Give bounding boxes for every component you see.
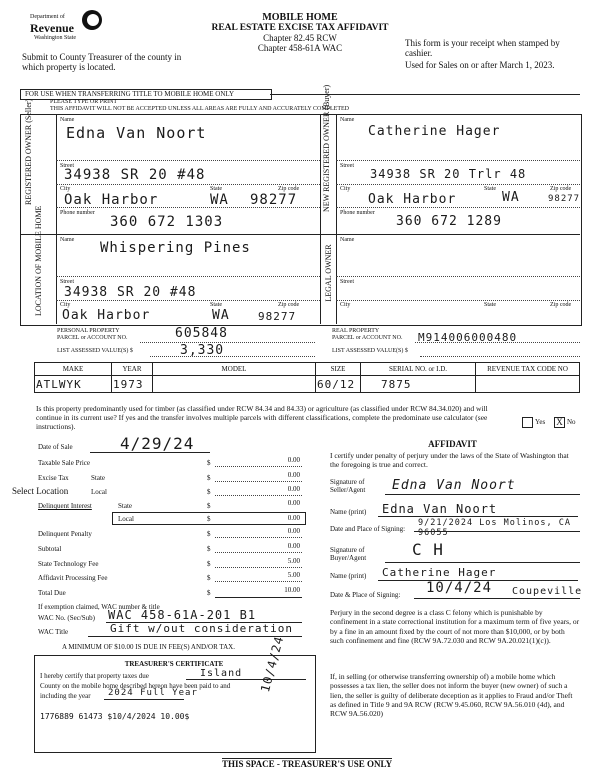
cell-revenue-code[interactable] [476, 376, 580, 393]
excise-state-dollar: $ [207, 474, 211, 482]
legal-name-label: Name [340, 237, 355, 243]
grid-divider [320, 114, 321, 324]
buyer-date-place-label: Date & Place of Signing: [330, 591, 401, 599]
treasurer-county[interactable]: Island [200, 668, 243, 679]
total-line [215, 597, 302, 598]
date-of-sale-label: Date of Sale [38, 443, 73, 451]
cell-make[interactable]: ATLWYK [35, 376, 112, 393]
header-size: SIZE [316, 363, 361, 376]
real-assessed-label: LIST ASSESSED VALUE(S) $ [332, 348, 408, 354]
treasurer-date: 10/4/24 [258, 634, 287, 694]
delinquent-state-label: State [118, 502, 132, 510]
header-serial: SERIAL NO. or I.D. [361, 363, 476, 376]
legal-city-label: City [340, 302, 351, 308]
buyer-name-print-label: Name (print) [330, 572, 367, 580]
seller-city-line [56, 207, 320, 208]
taxable-sale-price[interactable]: 0.00 [287, 456, 300, 464]
buyer-name[interactable]: Catherine Hager [368, 124, 501, 139]
buyer-signature-label: Signature of Buyer/Agent [330, 546, 367, 562]
new-owner-buyer-label: NEW REGISTERED OWNER (Buyer) [322, 84, 331, 212]
mobile-home-table-row [35, 376, 580, 393]
legal-owner-label: LEGAL OWNER [324, 244, 333, 302]
grid-mid-rule [20, 234, 580, 235]
real-parcel[interactable]: M914006000480 [418, 331, 518, 344]
please-print: PLEASE TYPE OR PRINT [50, 99, 118, 105]
real-parcel-label: PARCEL or ACCOUNT NO. [332, 335, 403, 341]
buyer-street-label: Street [340, 163, 354, 169]
delinquent-local-dollar: $ [207, 515, 211, 523]
subtotal-line [215, 552, 302, 553]
sales-note: Used for Sales on or after March 1, 2023. [405, 60, 555, 70]
personal-parcel[interactable]: 605848 [175, 326, 228, 341]
location-label: LOCATION OF MOBILE HOME [34, 205, 43, 316]
treasurer-title: TREASURER'S CERTIFICATE [124, 660, 224, 668]
date-of-sale-line [90, 452, 210, 453]
seller-date-place[interactable]: 9/21/2024 Los Molinos, CA 96055 [418, 518, 571, 538]
legal-name-line [336, 276, 580, 277]
treasurer-line2: County on the mobile home described hereon have been paid to and [40, 682, 231, 690]
affidavit-fee-line [215, 581, 302, 582]
dor-logo [30, 10, 110, 44]
excise-local-label: Local [91, 488, 107, 496]
excise-state[interactable]: 0.00 [287, 471, 300, 479]
delinquent-state-dollar: $ [207, 502, 211, 510]
treasurer-line1: I hereby certify that property taxes due [40, 672, 149, 680]
personal-parcel-line [140, 342, 315, 343]
affidavit-title: AFFIDAVIT [428, 439, 477, 449]
personal-property-label: PERSONAL PROPERTY [57, 328, 120, 334]
buyer-street[interactable]: 34938 SR 20 Trlr 48 [370, 167, 527, 181]
seller-signature-label: Signature of Seller/Agent [330, 478, 366, 494]
cell-year[interactable]: 1973 [112, 376, 153, 393]
buyer-date[interactable]: 10/4/24 [426, 580, 493, 596]
header-revenue-code: REVENUE TAX CODE NO [476, 363, 580, 376]
seller-city[interactable]: Oak Harbor [64, 192, 159, 208]
affidavit-cert-text: I certify under penalty of perjury under the laws of the State of Washington that the foregoing is true and correct. [330, 451, 569, 469]
timber-question: Is this property predominantly used for timber (as classified under RCW 84.34 and 84.33) or agriculture (as classified under RCW 84.34.020) and will continue in its current use? If yes and the transfer involves multiple parcels with different classifications, complete the predominate use calculator (see instructions). [36, 404, 488, 431]
dor-logo-swoosh-icon [87, 14, 99, 26]
lien-text: If, in selling (or otherwise transferring ownership of) a mobile home which possesses a tax lien, the seller does not inform the buyer (new owner) of such a lien, the seller is guilty of deliberate deception as it applies to Fraud and/or Theft as defined in Title 9 and 9A RCW (RCW 9.45.060, RCW 9A.56.010 (4d), and RCW 9A.56.020) [330, 672, 573, 719]
buyer-city[interactable]: Oak Harbor [368, 192, 457, 207]
cell-size[interactable]: 60/12 [316, 376, 361, 393]
exemption-claimed-label: If exemption claimed, WAC number & title [38, 603, 160, 611]
yes-label: Yes [535, 418, 546, 426]
affidavit-fee-dollar: $ [207, 574, 211, 582]
location-state-label: State [210, 302, 222, 308]
seller-signature-line [385, 494, 580, 495]
mobile-home-table-header [35, 363, 580, 376]
county-line [186, 679, 306, 680]
real-property-label: REAL PROPERTY [332, 328, 380, 334]
seller-zip-label: Zip code [278, 186, 300, 192]
subtotal[interactable]: 0.00 [287, 542, 300, 550]
cell-serial[interactable]: 7875 [361, 376, 476, 393]
buyer-date-place-line [414, 598, 580, 599]
legal-street-label: Street [340, 279, 354, 285]
location-street-label: Street [60, 279, 74, 285]
registered-owner-seller-label: REGISTERED OWNER (Seller) [24, 98, 33, 205]
buyer-name-line [336, 160, 580, 161]
left-label-col [56, 114, 57, 324]
mobile-home-table [34, 362, 580, 393]
buyer-name-label: Name [340, 117, 355, 123]
seller-state-label: State [210, 186, 222, 192]
seller-name-print-label: Name (print) [330, 508, 367, 516]
wac-no-label: WAC No. (Sec/Sub) [38, 614, 95, 622]
cell-model[interactable] [153, 376, 316, 393]
dept-line1: Department of [30, 14, 65, 20]
buyer-city-label: City [340, 186, 351, 192]
title-block [190, 12, 410, 53]
wac-title[interactable]: Gift w/out consideration [110, 622, 293, 635]
buyer-signature[interactable]: C H [412, 540, 444, 559]
perjury-text: Perjury in the second degree is a class C felony which is punishable by confinement in a state correctional institution for a maximum term of five years, or by a fine in an amount fixed by the court of not more than $10,000, or by both such confinement and fine (RCW 9A.72.030 and RCW 9A.20.021(1)(c)). [330, 608, 580, 645]
taxable-sale-price-label: Taxable Sale Price [38, 459, 90, 467]
personal-parcel-label: PARCEL or ACCOUNT NO. [57, 335, 128, 341]
seller-street[interactable]: 34938 SR 20 #48 [64, 167, 206, 183]
tech-fee-line [215, 567, 302, 568]
timber-yes-checkbox[interactable] [522, 417, 533, 428]
real-parcel-line [415, 342, 580, 343]
total-due-dollar: $ [207, 589, 211, 597]
legal-street-line [336, 300, 580, 301]
title-reet: REAL ESTATE EXCISE TAX AFFIDAVIT [211, 23, 389, 33]
personal-assessed-label: LIST ASSESSED VALUE(S) $ [57, 348, 133, 354]
year-line [104, 699, 184, 700]
total-due-label: Total Due [38, 589, 66, 597]
header-year: YEAR [112, 363, 153, 376]
buyer-name-print[interactable]: Catherine Hager [382, 566, 497, 579]
seller-name-line [56, 160, 320, 161]
location-zip[interactable]: 98277 [258, 310, 297, 323]
seller-date-place-line [414, 531, 580, 532]
location-name-line [56, 276, 320, 277]
personal-assessed[interactable]: 3,330 [180, 343, 225, 358]
seller-name[interactable]: Edna Van Noort [66, 124, 207, 142]
location-city-label: City [60, 302, 71, 308]
delinquent-penalty-label: Delinquent Penalty [38, 530, 92, 538]
seller-street-label: Street [60, 163, 74, 169]
chapter-rcw: Chapter 82.45 RCW [263, 33, 337, 43]
delinquent-local[interactable]: 0.00 [287, 514, 300, 522]
wac-no[interactable]: WAC 458-61A-201 B1 [108, 608, 257, 622]
location-name-label: Name [60, 237, 75, 243]
chapter-wac: Chapter 458-61A WAC [257, 43, 343, 53]
buyer-zip-label: Zip code [550, 186, 572, 192]
total-due[interactable]: 10.00 [284, 586, 300, 594]
seller-street-line [56, 184, 320, 185]
excise-state-line [215, 481, 302, 482]
penalty-line [215, 537, 302, 538]
seller-state[interactable]: WA [210, 192, 229, 208]
subtotal-dollar: $ [207, 545, 211, 553]
location-street[interactable]: 34938 SR 20 #48 [64, 285, 197, 300]
taxable-dollar: $ [207, 459, 211, 467]
personal-assessed-line [150, 356, 315, 357]
seller-name-print-line [378, 516, 578, 517]
buyer-zip[interactable]: 98277 [548, 194, 581, 204]
seller-date-place-label: Date and Place of Signing: [330, 525, 406, 533]
buyer-signature-line [385, 562, 580, 563]
seller-name-label: Name [60, 117, 75, 123]
delinquent-interest-label: Delinquent Interest [38, 502, 92, 510]
tech-fee-dollar: $ [207, 560, 211, 568]
real-assessed-line [420, 356, 580, 357]
excise-local[interactable]: 0.00 [287, 485, 300, 493]
excise-state-label: State [91, 474, 105, 482]
delinquent-local-label: Local [118, 515, 134, 523]
seller-signature[interactable]: Edna Van Noort [392, 478, 516, 493]
delinquent-penalty[interactable]: 0.00 [287, 527, 300, 535]
date-of-sale[interactable]: 4/29/24 [120, 434, 195, 453]
excise-local-line [215, 495, 302, 496]
buyer-state-label: State [484, 186, 496, 192]
delinquent-state[interactable]: 0.00 [287, 499, 300, 507]
seller-phone[interactable]: 360 672 1303 [110, 214, 224, 230]
seller-city-label: City [60, 186, 71, 192]
seller-phone-label: Phone number [60, 210, 95, 216]
header-model: MODEL [153, 363, 316, 376]
affidavit-fee[interactable]: 5.00 [287, 571, 300, 579]
not-accepted-note: THIS AFFIDAVIT WILL NOT BE ACCEPTED UNLESS ALL AREAS ARE FULLY AND ACCURATELY COMPLETED [50, 106, 349, 112]
buyer-phone-label: Phone number [340, 210, 375, 216]
submit-note: Submit to County Treasurer of the county in which property is located. [22, 52, 182, 72]
state-tech-fee-label: State Technology Fee [38, 560, 99, 568]
taxable-line [215, 466, 302, 467]
treasurer-stamp: 1776889 61473 $10/4/2024 10.00$ [40, 712, 190, 721]
location-city[interactable]: Oak Harbor [62, 308, 151, 323]
excise-tax-label: Excise Tax [38, 474, 69, 482]
subtotal-label: Subtotal [38, 545, 62, 553]
excise-local-dollar: $ [207, 488, 211, 496]
location-zip-label: Zip code [278, 302, 300, 308]
dept-line3: Washington State [34, 35, 77, 41]
use-banner: FOR USE WHEN TRANSFERRING TITLE TO MOBILE HOME ONLY [20, 89, 272, 100]
footer-treasurer-use: THIS SPACE - TREASURER'S USE ONLY [222, 759, 393, 769]
treasurer-line3: including the year [40, 692, 91, 700]
banner-rule [270, 94, 580, 95]
minimum-note: A MINIMUM OF $10.00 IS DUE IN FEE(S) AND/OR TAX. [62, 643, 235, 651]
location-state[interactable]: WA [212, 308, 230, 323]
seller-name-print[interactable]: Edna Van Noort [382, 502, 498, 516]
timber-no-checkbox[interactable]: X [554, 417, 565, 428]
right-label-col [336, 114, 337, 324]
wac-title-line [88, 636, 302, 637]
dept-line2: Revenue [30, 21, 74, 35]
state-tech-fee[interactable]: 5.00 [287, 557, 300, 565]
location-name[interactable]: Whispering Pines [100, 240, 251, 256]
select-location[interactable]: Select Location [12, 486, 69, 496]
buyer-phone[interactable]: 360 672 1289 [396, 214, 502, 229]
buyer-place[interactable]: Coupeville [512, 586, 583, 597]
seller-zip[interactable]: 98277 [250, 192, 298, 208]
no-label: No [567, 418, 576, 426]
title-mobile-home: MOBILE HOME [262, 12, 338, 23]
buyer-state[interactable]: WA [502, 190, 520, 205]
location-street-line [56, 300, 320, 301]
wac-title-label: WAC Title [38, 628, 69, 636]
legal-state-label: State [484, 302, 496, 308]
affidavit-fee-label: Affidavit Processing Fee [38, 574, 108, 582]
treasurer-year[interactable]: 2024 Full Year [108, 688, 198, 698]
buyer-street-line [336, 184, 580, 185]
receipt-note: This form is your receipt when stamped by cashier. [405, 38, 560, 58]
legal-zip-label: Zip code [550, 302, 572, 308]
buyer-city-line [336, 207, 580, 208]
penalty-dollar: $ [207, 530, 211, 538]
header-make: MAKE [35, 363, 112, 376]
